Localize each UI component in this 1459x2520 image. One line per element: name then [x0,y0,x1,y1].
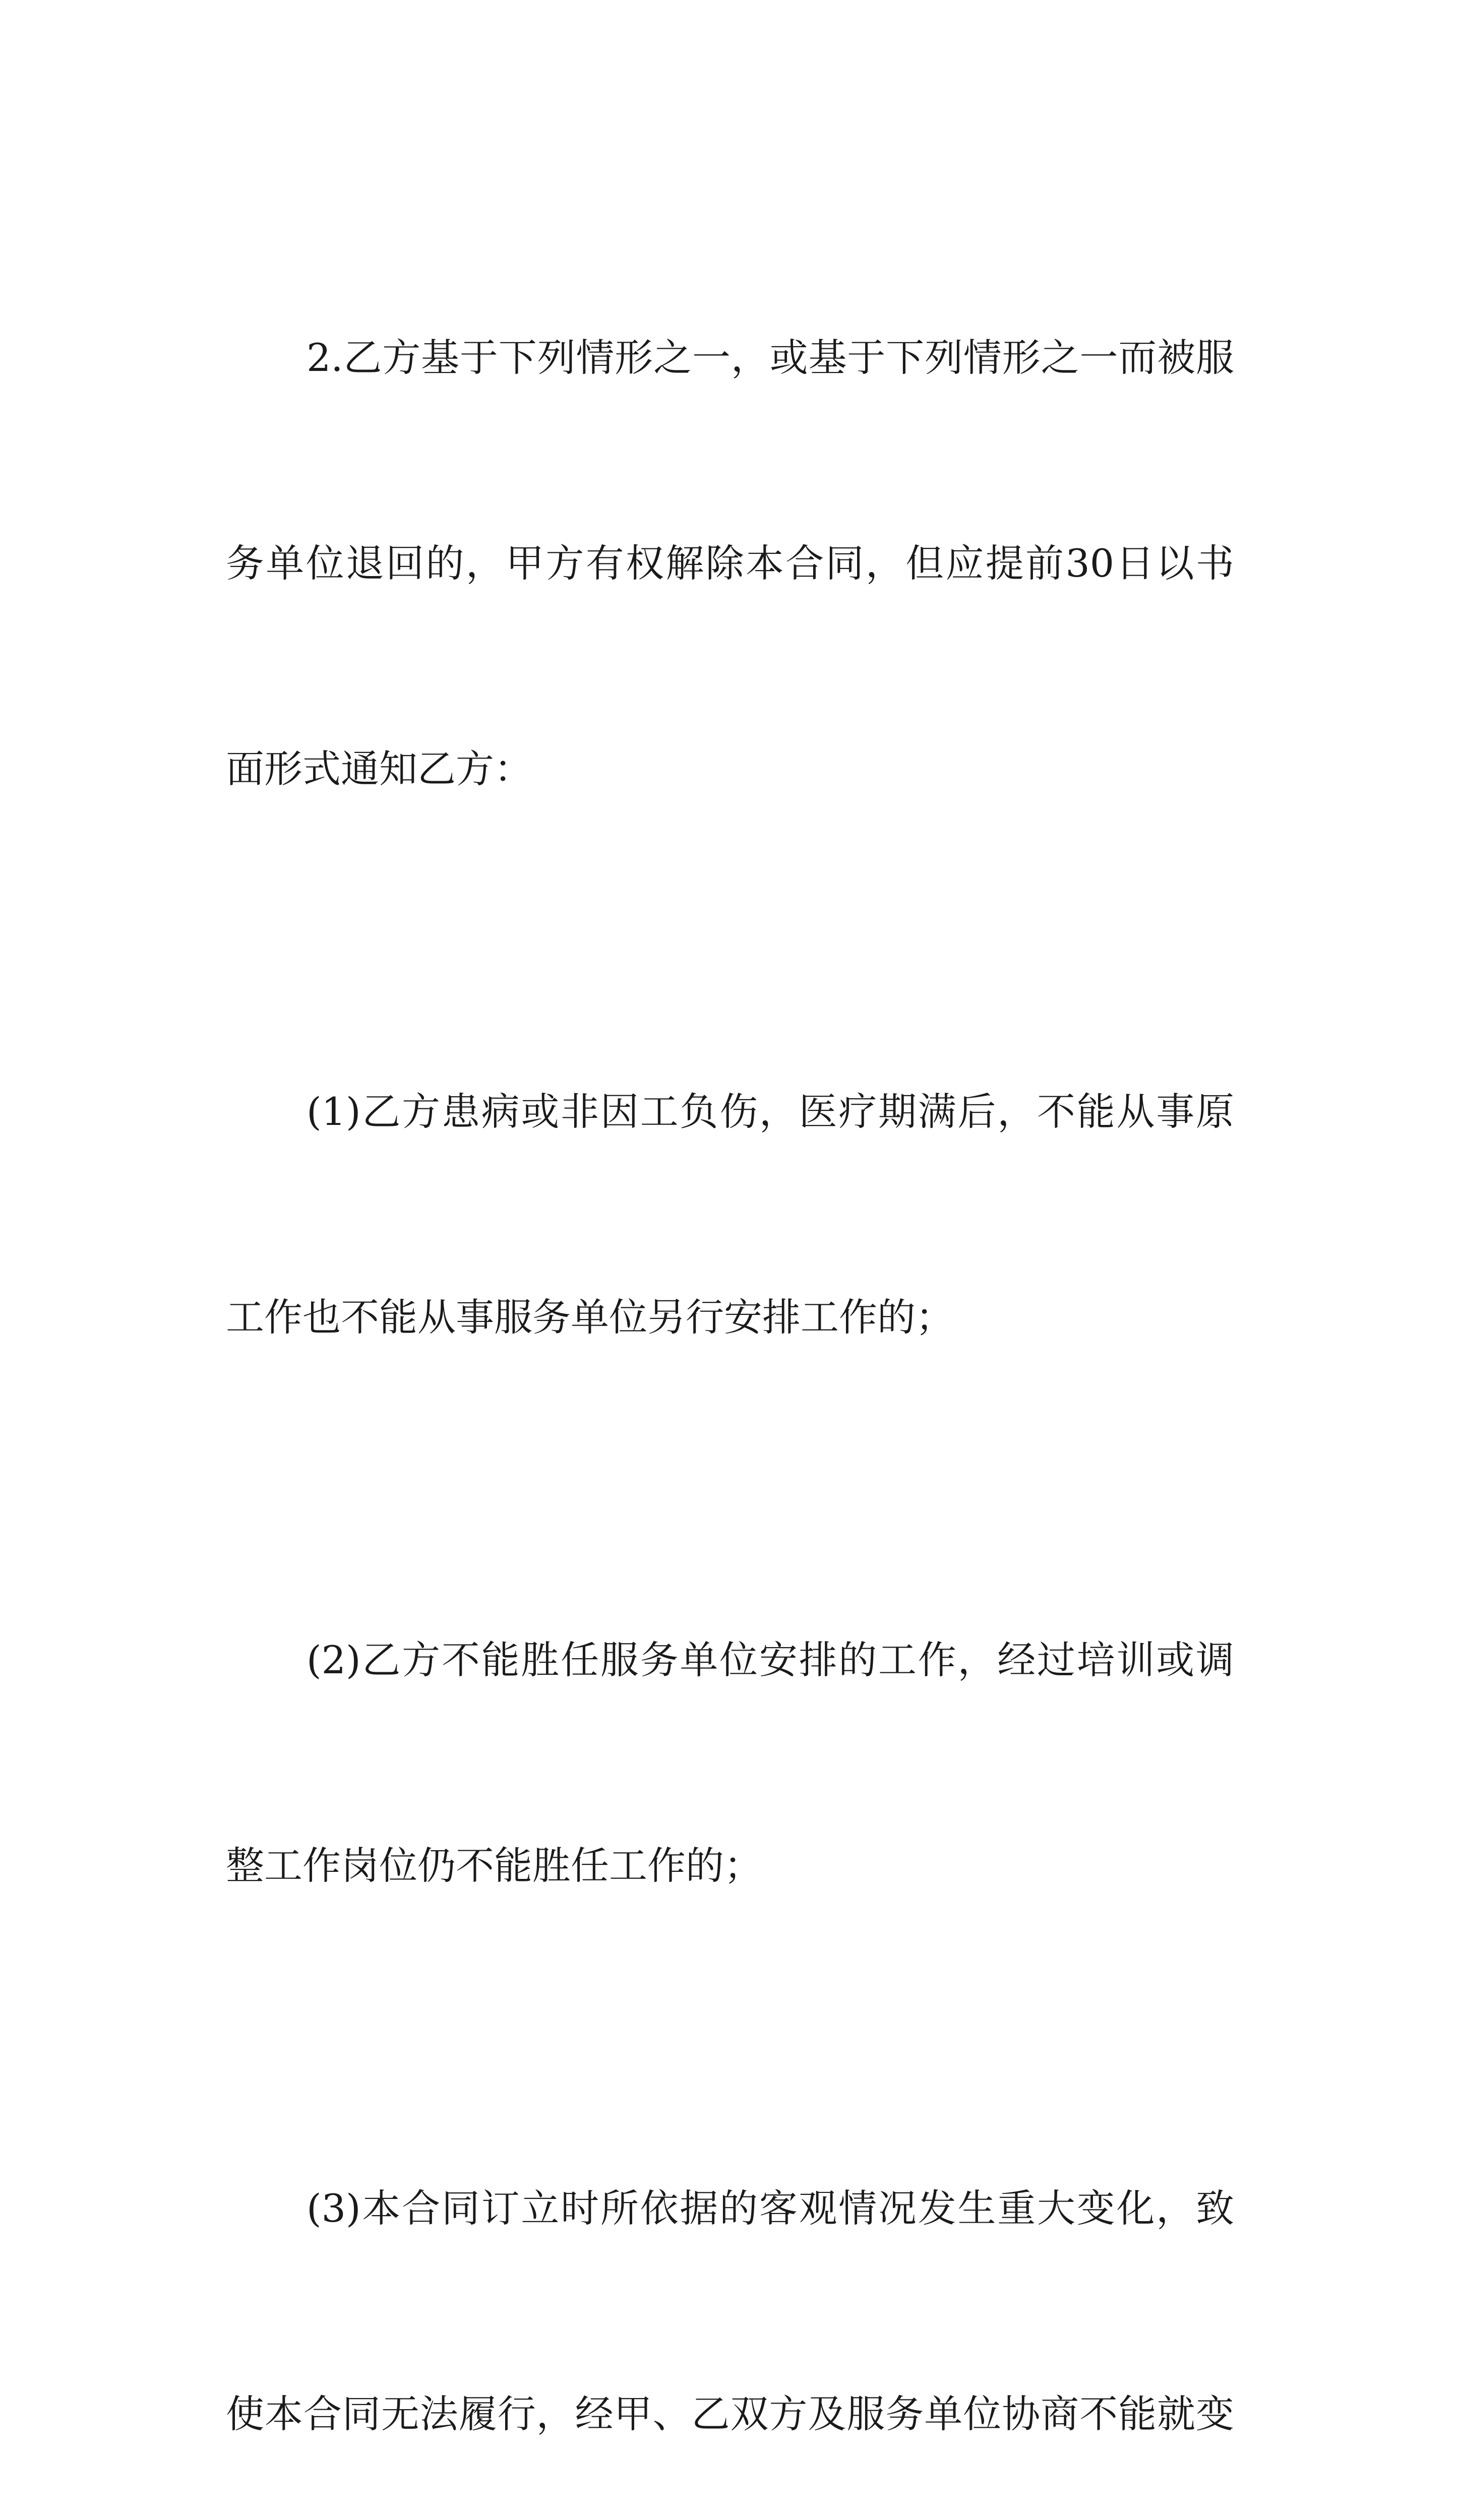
text-line: 2.乙方基于下列情形之一，或基于下列情形之一而被服 [307,335,1234,380]
paragraph-termination-by-a-item-2 [226,186,1234,940]
paragraph-case-2 [226,1489,1234,2037]
paragraph-case-1 [226,940,1234,1489]
text-line: 工作也不能从事服务单位另行安排工作的； [226,1295,954,1340]
text-line: (1)乙方患病或非因工负伤，医疗期满后，不能从事原 [307,1089,1234,1134]
text-line: 务单位退回的，甲方有权解除本合同，但应提前30日以书 [226,541,1234,586]
text-line: (2)乙方不能胜任服务单位安排的工作，经过培训或调 [307,1637,1234,1682]
text-line: 面形式通知乙方： [226,746,532,791]
text-line: 使本合同无法履行，经甲、乙双方及服务单位协商不能就变 [226,2391,1234,2436]
text-line: 整工作岗位仍不能胜任工作的； [226,1843,762,1888]
paragraph-case-3 [226,2037,1234,2520]
text-line: (3)本合同订立时所依据的客观情况发生重大变化，致 [307,2186,1234,2231]
document-page [226,186,1234,2520]
